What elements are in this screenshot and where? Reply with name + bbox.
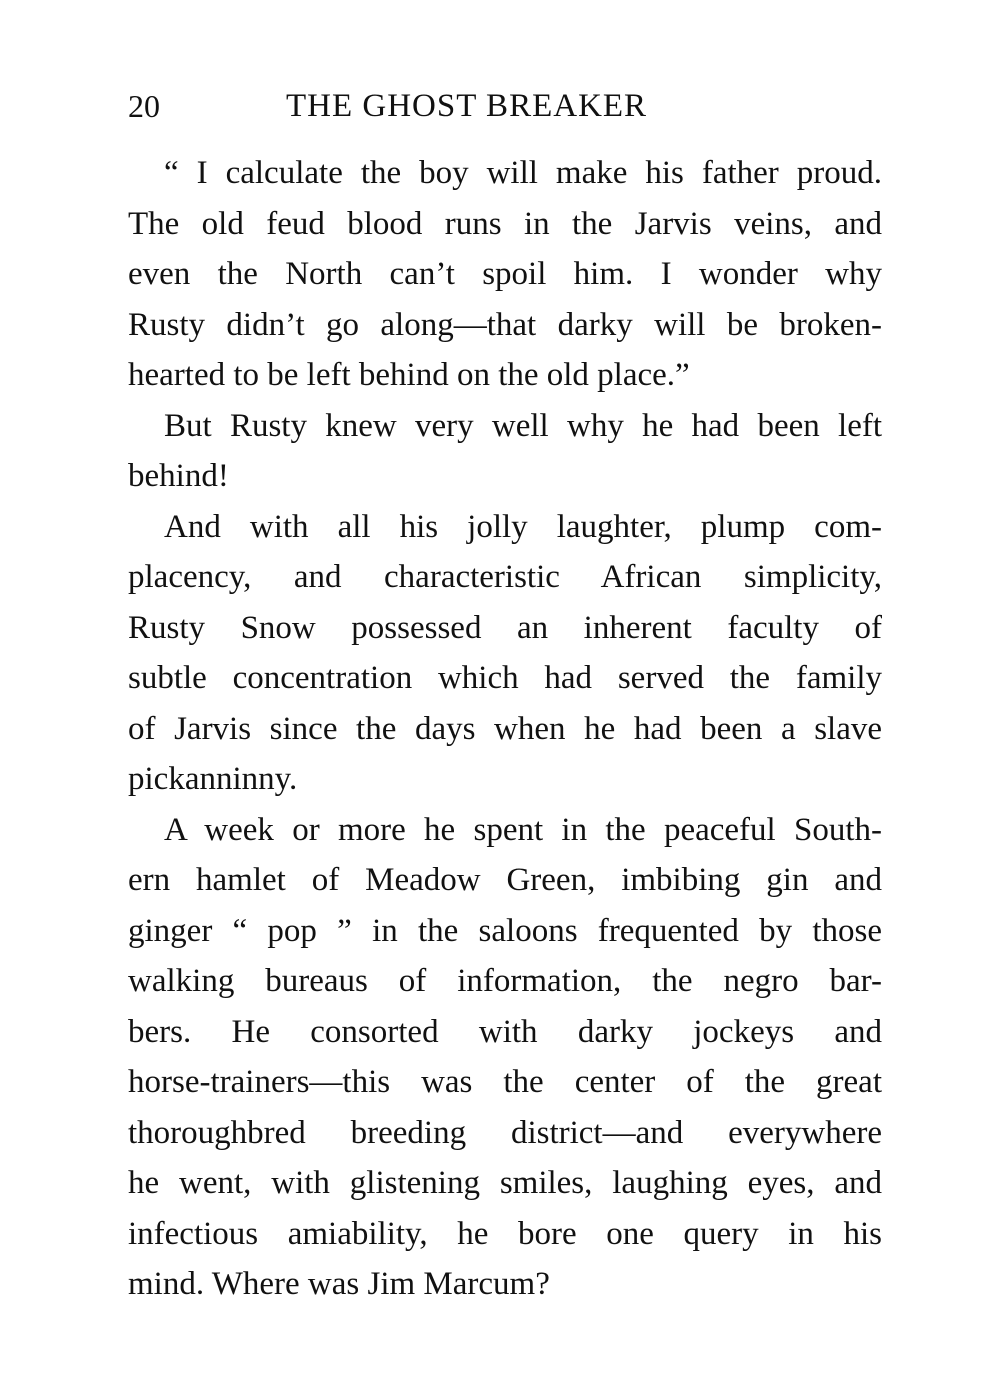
paragraph-1 [128, 148, 882, 401]
page-header [128, 84, 880, 128]
body-text [128, 148, 882, 1310]
text-line: ern hamlet of Meadow Green, imbibing gin and [128, 862, 882, 898]
text-line: “ I calculate the boy will make his father proud. [164, 155, 882, 191]
running-title: THE GHOST BREAKER [286, 88, 648, 124]
text-line: he went, with glistening smiles, laughing eyes, and [128, 1165, 882, 1201]
text-line: hearted to be left behind on the old place.” [128, 357, 690, 393]
text-line: A week or more he spent in the peaceful South- [164, 811, 882, 848]
text-line: Rusty Snow possessed an inherent faculty of [128, 609, 882, 646]
text-line: infectious amiability, he bore one query in his [128, 1215, 882, 1252]
text-line: behind! [128, 458, 229, 494]
text-line: The old feud blood runs in the Jarvis veins, and [128, 205, 882, 242]
text-line: bers. He consorted with darky jockeys and [128, 1013, 882, 1050]
paragraph-2 [128, 401, 882, 502]
text-line: mind. Where was Jim Marcum? [128, 1266, 550, 1302]
text-line: subtle concentration which had served the family [128, 660, 882, 696]
text-line: pickanninny. [128, 761, 298, 797]
text-line: of Jarvis since the days when he had been a slave [128, 710, 882, 747]
text-line: thoroughbred breeding district—and everywhere [128, 1114, 882, 1151]
page-number: 20 [128, 88, 160, 124]
paragraph-3 [128, 502, 882, 805]
text-line: But Rusty knew very well why he had been left [164, 407, 882, 444]
text-line: even the North can’t spoil him. I wonder why [128, 256, 882, 292]
paragraph-4 [128, 805, 882, 1310]
text-line: placency, and characteristic African simplicity, [128, 559, 882, 595]
text-line: walking bureaus of information, the negro bar- [128, 963, 882, 999]
text-line: Rusty didn’t go along—that darky will be broken- [128, 306, 882, 343]
text-line: ginger “ pop ” in the saloons frequented by those [128, 912, 882, 949]
text-line: And with all his jolly laughter, plump com- [164, 508, 882, 545]
text-line: horse-trainers—this was the center of the great [128, 1064, 882, 1100]
